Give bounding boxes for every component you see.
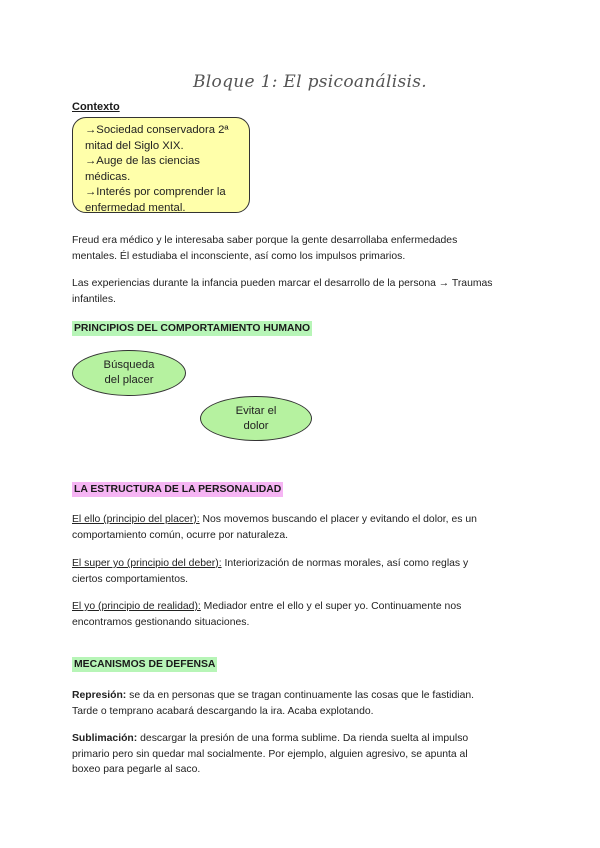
intro-paragraph-1	[72, 233, 532, 264]
text-line: encontramos gestionando situaciones.	[72, 616, 250, 628]
super-yo-paragraph	[72, 556, 532, 587]
context-line: →Interés por comprender la	[85, 186, 226, 199]
text-line: infantiles.	[72, 293, 116, 305]
context-box	[72, 117, 250, 213]
text-line: primario pero sin quedar mal socialmente. Por ejemplo, alguien agresivo, se apunta al	[72, 748, 468, 760]
intro-paragraph-2	[72, 276, 532, 307]
avoid-pain-ellipse	[200, 396, 312, 441]
page-title: Bloque 1: El psicoanálisis.	[193, 72, 427, 92]
text-line: comportamiento común, ocurre por naturaleza.	[72, 529, 289, 541]
text-line: Las experiencias durante la infancia pueden marcar el desarrollo de la persona → Traumas	[72, 278, 493, 289]
context-line: →Sociedad conservadora 2ª	[85, 124, 229, 136]
text-line: Tarde o temprano acabará descargando la ira. Acaba explotando.	[72, 705, 374, 717]
ello-paragraph	[72, 512, 532, 543]
principles-heading: PRINCIPIOS DEL COMPORTAMIENTO HUMANO	[74, 323, 311, 334]
ellipse-line: del placer	[104, 374, 154, 386]
context-line: mitad del Siglo XIX.	[85, 139, 184, 152]
text-line: Freud era médico y le interesaba saber porque la gente desarrollaba enfermedades	[72, 235, 458, 246]
sublimation-label: Sublimación:	[72, 733, 138, 744]
sublimation-paragraph	[72, 731, 532, 778]
context-line: médicas.	[85, 170, 131, 183]
ellipse-line: Evitar el	[235, 404, 277, 417]
super-yo-text: Interiorización de normas morales, así como reglas y	[221, 558, 469, 569]
text-line: boxeo para pegarle al saco.	[72, 764, 201, 776]
repression-paragraph	[72, 688, 532, 719]
super-yo-label: El super yo (principio del deber):	[72, 558, 222, 569]
yo-paragraph	[72, 599, 532, 630]
yo-label: El yo (principio de realidad):	[72, 601, 201, 612]
ellipse-line: dolor	[243, 419, 269, 432]
context-heading: Contexto	[72, 101, 120, 113]
ellipse-line: Búsqueda	[103, 359, 155, 371]
context-line: enfermedad mental.	[85, 201, 186, 214]
structure-heading: LA ESTRUCTURA DE LA PERSONALIDAD	[74, 484, 282, 495]
context-line: →Auge de las ciencias	[85, 155, 200, 168]
repression-text: se da en personas que se tragan continuamente las cosas que le fastidian.	[126, 690, 475, 701]
sublimation-text: descargar la presión de una forma sublime. Da rienda suelta al impulso	[137, 733, 469, 744]
text-line: mentales. Él estudiaba el inconsciente, así como los impulsos primarios.	[72, 250, 406, 262]
ello-text: Nos movemos buscando el placer y evitando el dolor, es un	[199, 514, 477, 525]
pleasure-seeking-ellipse	[72, 350, 186, 396]
ello-label: El ello (principio del placer):	[72, 514, 200, 525]
defense-heading: MECANISMOS DE DEFENSA	[74, 659, 216, 670]
repression-label: Represión:	[72, 690, 127, 701]
yo-text: Mediador entre el ello y el super yo. Continuamente nos	[200, 601, 462, 612]
text-line: ciertos comportamientos.	[72, 573, 189, 585]
